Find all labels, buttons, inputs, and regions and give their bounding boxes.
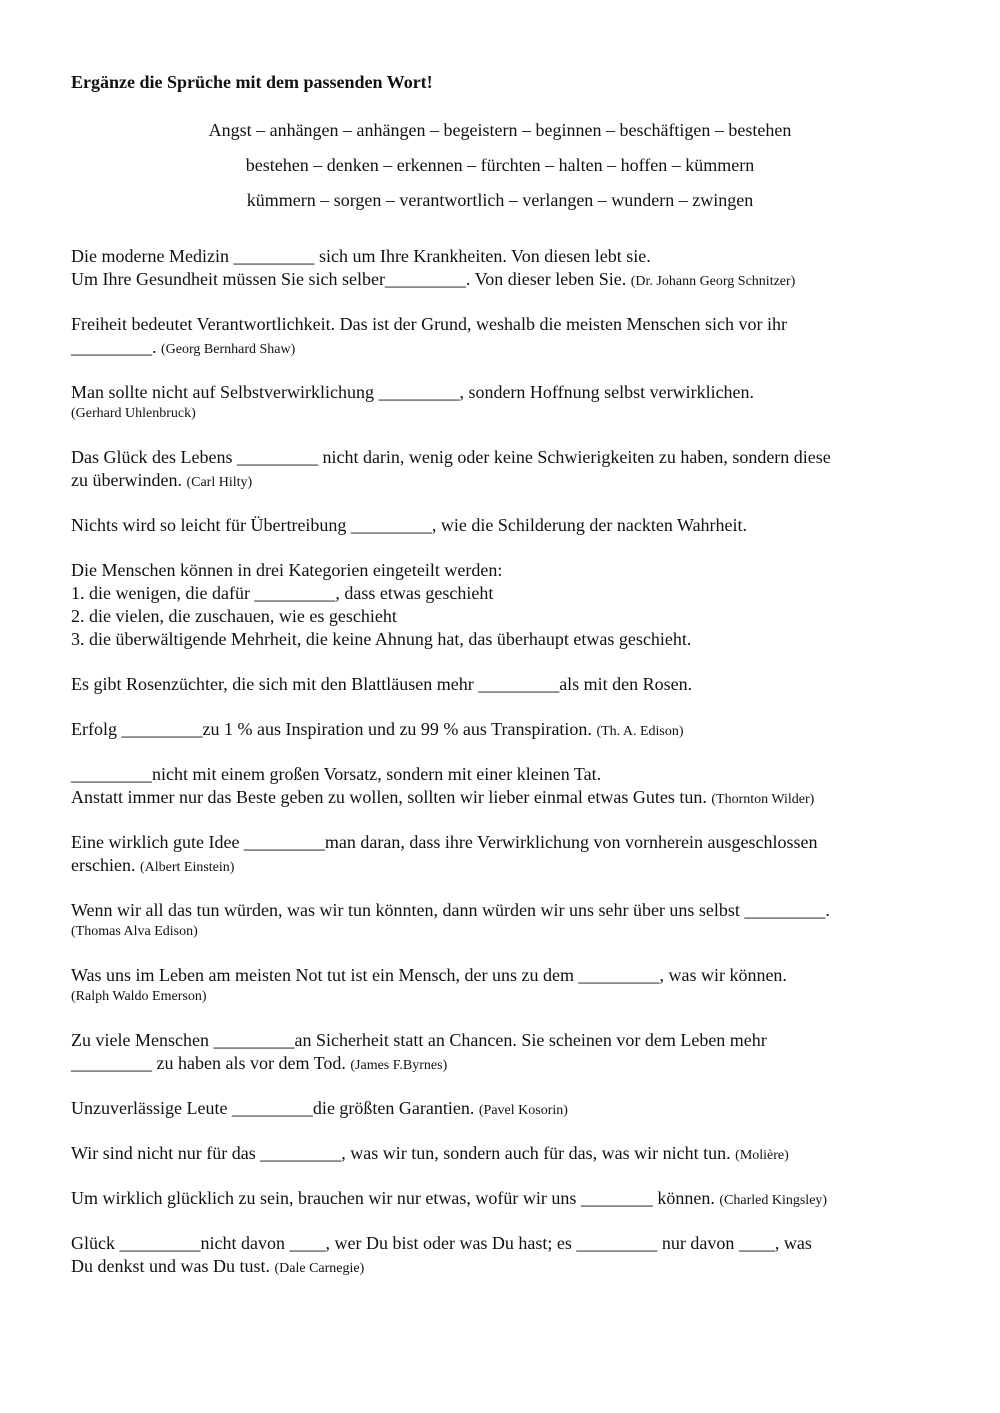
quote-text: 2. die vielen, die zuschauen, wie es geschieht — [71, 606, 397, 626]
quote-text: Um wirklich glücklich zu sein, brauchen wir nur etwas, wofür wir uns ________ können. — [71, 1188, 715, 1208]
quote-line — [71, 559, 951, 582]
word-bank-line: Angst – anhängen – anhängen – begeistern – beginnen – beschäftigen – bestehen — [208, 120, 792, 140]
worksheet-title: Ergänze die Sprüche mit dem passenden Wort! — [71, 72, 433, 92]
quote-text: Die Menschen können in drei Kategorien eingeteilt werden: — [71, 560, 503, 580]
quote-item — [71, 718, 951, 741]
quote-line — [71, 763, 951, 786]
quote-author: (Dale Carnegie) — [274, 1261, 365, 1276]
quote-line — [71, 336, 951, 359]
quote-item — [71, 831, 951, 877]
quote-line — [71, 446, 951, 469]
quote-line — [71, 987, 951, 1007]
quote-text: Es gibt Rosenzüchter, die sich mit den Blattläusen mehr _________als mit den Rosen. — [71, 674, 693, 694]
quote-line — [71, 1097, 951, 1120]
quote-line — [71, 381, 951, 404]
quote-item — [71, 381, 951, 424]
quote-line — [71, 469, 951, 492]
quote-line — [71, 404, 951, 424]
quote-author: (James F.Byrnes) — [350, 1058, 448, 1073]
quote-item — [71, 514, 951, 537]
quote-line — [71, 1255, 951, 1278]
quote-author: (Thomas Alva Edison) — [71, 924, 198, 939]
quote-text: erschien. — [71, 855, 136, 875]
quote-line — [71, 313, 951, 336]
quote-text: _________. — [71, 337, 157, 357]
quote-line — [71, 1142, 951, 1165]
quote-text: 3. die überwältigende Mehrheit, die keine Ahnung hat, das überhaupt etwas geschieht. — [71, 629, 692, 649]
quote-line — [71, 1052, 951, 1075]
quote-author: (Molière) — [735, 1148, 789, 1163]
quote-line — [71, 673, 951, 696]
quote-text: Unzuverlässige Leute _________die größten Garantien. — [71, 1098, 475, 1118]
quote-text: zu überwinden. — [71, 470, 182, 490]
quote-text: Eine wirklich gute Idee _________man daran, dass ihre Verwirklichung von vornherein ausgeschlossen — [71, 832, 818, 852]
quote-text: Nichts wird so leicht für Übertreibung _________, wie die Schilderung der nackten Wahrheit. — [71, 515, 748, 535]
quote-author: (Carl Hilty) — [186, 475, 253, 490]
quote-text: Du denkst und was Du tust. — [71, 1256, 270, 1276]
quote-line — [71, 582, 951, 605]
word-bank-line: kümmern – sorgen – verantwortlich – verlangen – wundern – zwingen — [246, 190, 754, 210]
quote-line — [71, 268, 951, 291]
quote-line — [71, 1232, 951, 1255]
quote-item — [71, 1187, 951, 1210]
quote-line — [71, 1187, 951, 1210]
quote-line — [71, 1029, 951, 1052]
quote-text: Man sollte nicht auf Selbstverwirklichung _________, sondern Hoffnung selbst verwirklichen. — [71, 382, 755, 402]
quote-item — [71, 313, 951, 359]
quote-line — [71, 922, 951, 942]
quote-text: Um Ihre Gesundheit müssen Sie sich selber_________. Von dieser leben Sie. — [71, 269, 627, 289]
quote-item — [71, 763, 951, 809]
quote-line — [71, 964, 951, 987]
quote-author: (Th. A. Edison) — [596, 724, 684, 739]
quote-text: 1. die wenigen, die dafür _________, dass etwas geschieht — [71, 583, 494, 603]
quote-author: (Ralph Waldo Emerson) — [71, 989, 207, 1004]
quote-line — [71, 605, 951, 628]
quote-text: Glück _________nicht davon ____, wer Du bist oder was Du hast; es _________ nur davon ____, was — [71, 1233, 812, 1253]
quote-text: Freiheit bedeutet Verantwortlichkeit. Das ist der Grund, weshalb die meisten Menschen sich vor ihr — [71, 314, 787, 334]
word-bank-line: bestehen – denken – erkennen – fürchten – halten – hoffen – kümmern — [245, 155, 755, 175]
quote-author: (Thornton Wilder) — [711, 792, 815, 807]
word-bank — [0, 118, 1000, 223]
quote-item — [71, 446, 951, 492]
quote-author: (Charled Kingsley) — [719, 1193, 828, 1208]
quote-line — [71, 786, 951, 809]
quote-line — [71, 514, 951, 537]
quote-text: Die moderne Medizin _________ sich um Ihre Krankheiten. Von diesen lebt sie. — [71, 246, 651, 266]
quote-text: Zu viele Menschen _________an Sicherheit statt an Chancen. Sie scheinen vor dem Leben mehr — [71, 1030, 767, 1050]
quote-author: (Dr. Johann Georg Schnitzer) — [630, 274, 796, 289]
quote-item — [71, 1142, 951, 1165]
quote-text: _________nicht mit einem großen Vorsatz, sondern mit einer kleinen Tat. — [71, 764, 602, 784]
quote-text: Das Glück des Lebens _________ nicht darin, wenig oder keine Schwierigkeiten zu haben, sondern diese — [71, 447, 831, 467]
quote-text: Erfolg _________zu 1 % aus Inspiration und zu 99 % aus Transpiration. — [71, 719, 592, 739]
quote-author: (Gerhard Uhlenbruck) — [71, 406, 196, 421]
quote-item — [71, 964, 951, 1007]
quote-text: _________ zu haben als vor dem Tod. — [71, 1053, 346, 1073]
quote-item — [71, 245, 951, 291]
quote-line — [71, 899, 951, 922]
quote-text: Wir sind nicht nur für das _________, was wir tun, sondern auch für das, was wir nicht tun. — [71, 1143, 731, 1163]
quote-text: Was uns im Leben am meisten Not tut ist ein Mensch, der uns zu dem _________, was wir können. — [71, 965, 787, 985]
quote-author: (Pavel Kosorin) — [478, 1103, 568, 1118]
quote-item — [71, 899, 951, 942]
quote-text: Wenn wir all das tun würden, was wir tun könnten, dann würden wir uns sehr über uns selbst _________. — [71, 900, 830, 920]
exercise-list — [71, 245, 951, 1300]
quote-text: Anstatt immer nur das Beste geben zu wollen, sollten wir lieber einmal etwas Gutes tun. — [71, 787, 707, 807]
quote-item — [71, 1097, 951, 1120]
quote-line — [71, 831, 951, 854]
quote-line — [71, 718, 951, 741]
quote-line — [71, 628, 951, 651]
quote-author: (Albert Einstein) — [139, 860, 235, 875]
quote-author: (Georg Bernhard Shaw) — [161, 342, 296, 357]
quote-item — [71, 1232, 951, 1278]
quote-line — [71, 854, 951, 877]
quote-item — [71, 1029, 951, 1075]
quote-item — [71, 673, 951, 696]
quote-item — [71, 559, 951, 651]
quote-line — [71, 245, 951, 268]
